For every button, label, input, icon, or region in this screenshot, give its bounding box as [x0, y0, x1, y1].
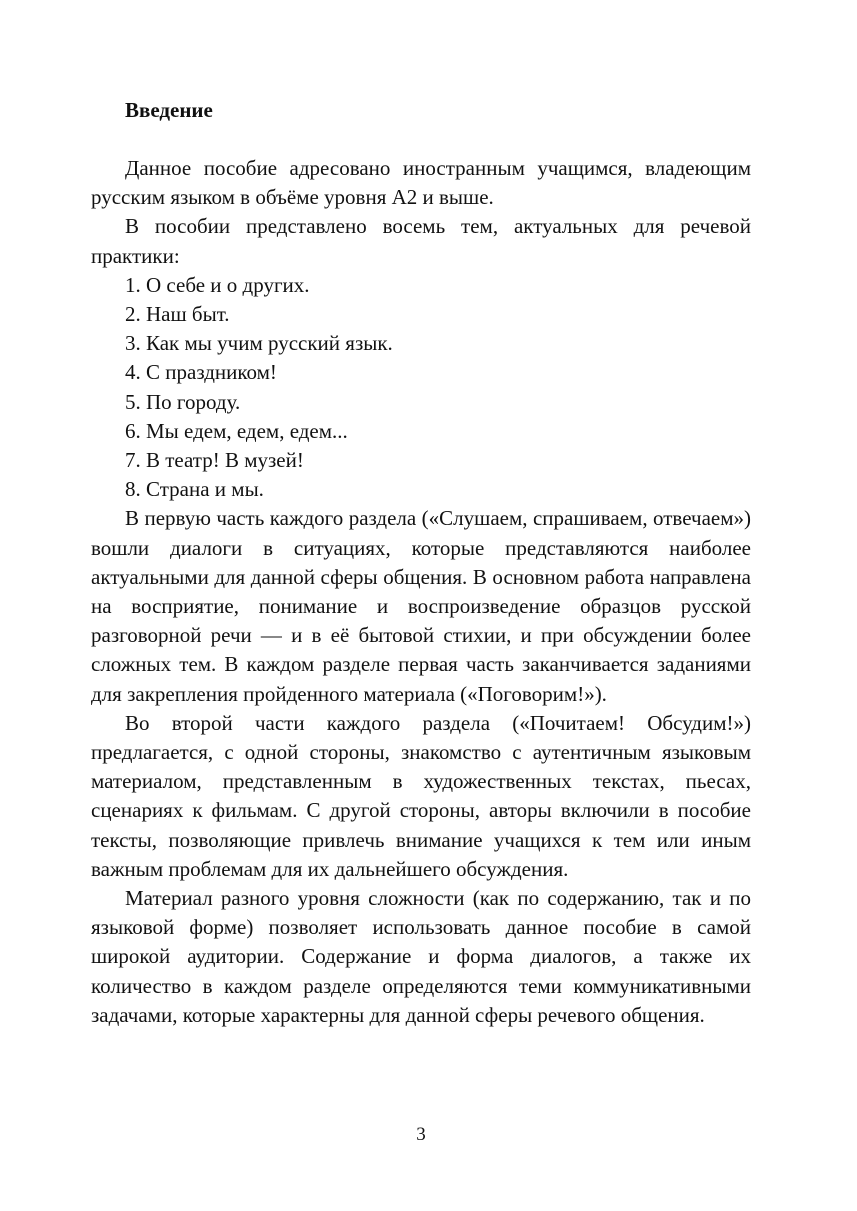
topics-list — [91, 271, 751, 505]
list-item: 5. По городу. — [125, 389, 241, 414]
paragraph-first-part: В первую часть каждого раздела («Слушаем, спрашиваем, отвечаем») вошли диалоги в ситуациях, которые представляются наиболее актуальными для данной сферы общения. В основном работа направлена на восприятие, понимание и воспроизведение образцов русской разговорной речи — и в её бытовой стихии, и при обсуждении более сложных тем. В каждом разделе первая часть заканчивается заданиями для закрепления пройденного материала («Поговорим!»). — [91, 506, 751, 706]
document-page — [91, 0, 751, 1211]
paragraph-audience: Данное пособие адресовано иностранным учащимся, владеющим русским языком в объёме уровня А2 и выше. — [91, 156, 751, 210]
paragraph-second-part: Во второй части каждого раздела («Почитаем! Обсудим!») предлагается, с одной стороны, знакомство с аутентичным языковым материалом, представленным в художественных текстах, пьесах, сценариях к фильмам. С другой стороны, авторы включили в пособие тексты, позволяющие привлечь внимание учащихся к тем или иным важным проблемам для их дальнейшего обсуждения. — [91, 710, 751, 881]
list-item: 2. Наш быт. — [125, 302, 230, 327]
section-heading: Введение — [125, 98, 213, 122]
list-item: 8. Страна и мы. — [125, 477, 264, 502]
page-number: 3 — [416, 1124, 426, 1145]
paragraph-materials: Материал разного уровня сложности (как по содержанию, так и по языковой форме) позволяет использовать данное пособие в самой широкой аудитории. Содержание и форма диалогов, а также их количество в каждом разделе определяются теми коммуникативными задачами, которые характерны для данной сферы речевого общения. — [91, 886, 751, 1027]
list-item: 7. В театр! В музей! — [125, 448, 304, 473]
list-item: 6. Мы едем, едем, едем... — [125, 418, 348, 443]
list-item: 4. С праздником! — [125, 360, 277, 385]
list-item: 3. Как мы учим русский язык. — [125, 331, 393, 356]
paragraph-topics-intro: В пособии представлено восемь тем, актуальных для речевой практики: — [91, 214, 751, 268]
list-item: 1. О себе и о других. — [125, 272, 310, 297]
body-text — [91, 154, 751, 1030]
